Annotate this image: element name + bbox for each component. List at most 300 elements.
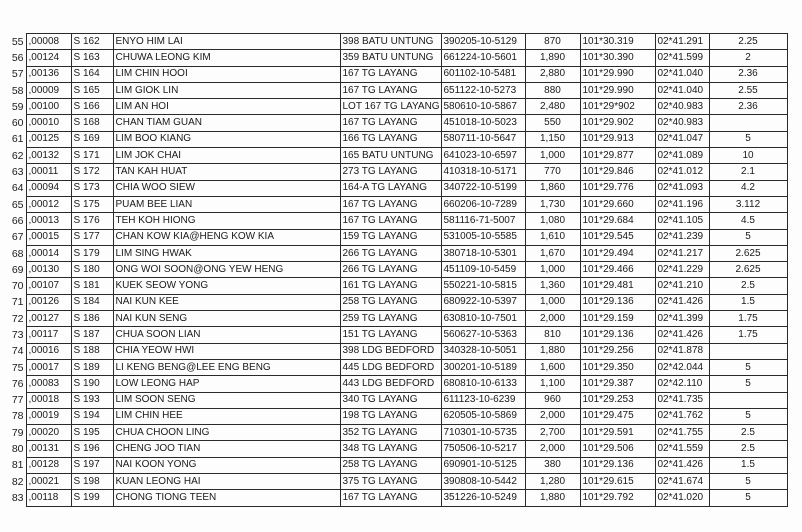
ic-number-cell: 680922-10-5397 [441,294,525,310]
value-cell: 3.112 [709,196,787,212]
name-cell: LIM AN HOI [113,99,340,115]
address-cell: 167 TG LAYANG [340,82,441,98]
value-cell: 5 [709,376,787,392]
address-cell: 167 TG LAYANG [340,66,441,82]
amount-cell: 1,280 [525,474,580,490]
row-number: 57 [11,68,24,81]
value-cell: 1.75 [709,327,787,343]
row-number: 79 [11,426,24,439]
row-number: 60 [11,117,24,130]
account-code-cell: ,00009 [26,82,71,98]
row-number: 82 [11,475,24,488]
address-cell: 159 TG LAYANG [340,229,441,245]
ic-number-cell: 300201-10-5189 [441,359,525,375]
ic-number-cell: 451018-10-5023 [441,115,525,131]
ic-number-cell: 641023-10-6597 [441,148,525,164]
account-code-cell: ,00083 [26,376,71,392]
s-number-cell: S 179 [71,245,113,261]
ic-number-cell: 340328-10-5051 [441,343,525,359]
latitude-cell: 02*41.093 [655,180,709,196]
ic-number-cell: 710301-10-5735 [441,425,525,441]
amount-cell: 1,860 [525,180,580,196]
amount-cell: 1,670 [525,245,580,261]
address-cell: 258 TG LAYANG [340,294,441,310]
ic-number-cell: 340722-10-5199 [441,180,525,196]
amount-cell: 380 [525,457,580,473]
value-cell: 1.5 [709,294,787,310]
latitude-cell: 02*40.983 [655,99,709,115]
s-number-cell: S 195 [71,425,113,441]
account-code-cell: ,00013 [26,213,71,229]
address-cell: 273 TG LAYANG [340,164,441,180]
latitude-cell: 02*41.762 [655,408,709,424]
ic-number-cell: 410318-10-5171 [441,164,525,180]
amount-cell: 2,000 [525,408,580,424]
table-row [8,343,787,359]
account-code-cell: ,00017 [26,359,71,375]
s-number-cell: S 190 [71,376,113,392]
ic-number-cell: 620505-10-5869 [441,408,525,424]
value-cell: 2.625 [709,262,787,278]
row-number: 63 [11,166,24,179]
longitude-cell: 101*29.475 [580,408,655,424]
value-cell [709,392,787,408]
latitude-cell: 02*41.012 [655,164,709,180]
value-cell: 5 [709,359,787,375]
table-row [8,164,787,180]
account-code-cell: ,00018 [26,392,71,408]
table-row [8,34,787,50]
account-code-cell: ,00100 [26,99,71,115]
address-cell: 398 LDG BEDFORD [340,343,441,359]
account-code-cell: ,00008 [26,34,71,50]
address-cell: 340 TG LAYANG [340,392,441,408]
ic-number-cell: 680810-10-6133 [441,376,525,392]
table-row [8,180,787,196]
amount-cell: 2,480 [525,99,580,115]
account-code-cell: ,00118 [26,490,71,506]
s-number-cell: S 164 [71,66,113,82]
ic-number-cell: 601102-10-5481 [441,66,525,82]
amount-cell: 1,360 [525,278,580,294]
account-code-cell: ,00136 [26,66,71,82]
name-cell: KUAN LEONG HAI [113,474,340,490]
longitude-cell: 101*29.253 [580,392,655,408]
latitude-cell: 02*41.399 [655,311,709,327]
longitude-cell: 101*29.990 [580,82,655,98]
name-cell: LIM JOK CHAI [113,148,340,164]
ic-number-cell: 581116-71-5007 [441,213,525,229]
table-row [8,311,787,327]
table-row [8,408,787,424]
address-cell: 161 TG LAYANG [340,278,441,294]
s-number-cell: S 188 [71,343,113,359]
value-cell: 2.25 [709,34,787,50]
name-cell: PUAM BEE LIAN [113,196,340,212]
latitude-cell: 02*41.878 [655,343,709,359]
amount-cell: 1,880 [525,343,580,359]
row-number: 62 [11,149,24,162]
name-cell: LOW LEONG HAP [113,376,340,392]
account-code-cell: ,00094 [26,180,71,196]
row-number: 68 [11,247,24,260]
ic-number-cell: 550221-10-5815 [441,278,525,294]
name-cell: CHUA SOON LIAN [113,327,340,343]
account-code-cell: ,00128 [26,457,71,473]
ic-number-cell: 630810-10-7501 [441,311,525,327]
s-number-cell: S 186 [71,311,113,327]
value-cell: 1.75 [709,311,787,327]
value-cell: 2 [709,50,787,66]
value-cell [709,115,787,131]
table-row [8,294,787,310]
address-cell: 167 TG LAYANG [340,196,441,212]
s-number-cell: S 180 [71,262,113,278]
latitude-cell: 02*42.110 [655,376,709,392]
latitude-cell: 02*41.089 [655,148,709,164]
amount-cell: 770 [525,164,580,180]
row-number: 66 [11,214,24,227]
address-cell: 167 TG LAYANG [340,490,441,506]
name-cell: CHENG JOO TIAN [113,441,340,457]
latitude-cell: 02*41.426 [655,327,709,343]
table-row [8,376,787,392]
amount-cell: 810 [525,327,580,343]
longitude-cell: 101*29.660 [580,196,655,212]
ic-number-cell: 750506-10-5217 [441,441,525,457]
latitude-cell: 02*41.426 [655,294,709,310]
value-cell: 2.5 [709,425,787,441]
address-cell: 266 TG LAYANG [340,245,441,261]
row-number: 61 [11,133,24,146]
account-code-cell: ,00127 [26,311,71,327]
row-number: 56 [11,51,24,64]
address-cell: 166 TG LAYANG [340,131,441,147]
name-cell: CHONG TIONG TEEN [113,490,340,506]
register-table [8,33,788,507]
value-cell: 2.5 [709,441,787,457]
row-number: 76 [11,377,24,390]
address-cell: 443 LDG BEDFORD [340,376,441,392]
table-row [8,115,787,131]
table-row [8,50,787,66]
latitude-cell: 02*41.755 [655,425,709,441]
value-cell: 4.5 [709,213,787,229]
amount-cell: 2,000 [525,441,580,457]
address-cell: 167 TG LAYANG [340,115,441,131]
name-cell: CHUA CHOON LING [113,425,340,441]
row-number: 64 [11,182,24,195]
longitude-cell: 101*30.390 [580,50,655,66]
address-cell: LOT 167 TG LAYANG [340,99,441,115]
s-number-cell: S 184 [71,294,113,310]
name-cell: LIM CHIN HOOI [113,66,340,82]
latitude-cell: 02*41.674 [655,474,709,490]
account-code-cell: ,00131 [26,441,71,457]
longitude-cell: 101*29.387 [580,376,655,392]
amount-cell: 1,000 [525,148,580,164]
account-code-cell: ,00130 [26,262,71,278]
latitude-cell: 02*41.559 [655,441,709,457]
address-cell: 198 TG LAYANG [340,408,441,424]
value-cell [709,343,787,359]
s-number-cell: S 173 [71,180,113,196]
row-number: 73 [11,328,24,341]
table-row [8,278,787,294]
account-code-cell: ,00010 [26,115,71,131]
latitude-cell: 02*41.040 [655,82,709,98]
s-number-cell: S 189 [71,359,113,375]
ic-number-cell: 380718-10-5301 [441,245,525,261]
name-cell: LIM BOO KIANG [113,131,340,147]
s-number-cell: S 198 [71,474,113,490]
account-code-cell: ,00020 [26,425,71,441]
amount-cell: 1,610 [525,229,580,245]
name-cell: NAI KOON YONG [113,457,340,473]
s-number-cell: S 162 [71,34,113,50]
name-cell: CHAN TIAM GUAN [113,115,340,131]
table-row [8,490,787,506]
account-code-cell: ,00126 [26,294,71,310]
name-cell: LI KENG BENG@LEE ENG BENG [113,359,340,375]
latitude-cell: 02*42.044 [655,359,709,375]
table-row [8,474,787,490]
name-cell: ONG WOI SOON@ONG YEW HENG [113,262,340,278]
name-cell: LIM GIOK LIN [113,82,340,98]
table-row [8,99,787,115]
name-cell: LIM SOON SENG [113,392,340,408]
address-cell: 165 BATU UNTUNG [340,148,441,164]
table-row [8,262,787,278]
longitude-cell: 101*29.591 [580,425,655,441]
longitude-cell: 101*29*902 [580,99,655,115]
register-rows [8,34,787,507]
longitude-cell: 101*29.256 [580,343,655,359]
latitude-cell: 02*41.217 [655,245,709,261]
table-row [8,82,787,98]
latitude-cell: 02*41.599 [655,50,709,66]
s-number-cell: S 197 [71,457,113,473]
ic-number-cell: 531005-10-5585 [441,229,525,245]
ic-number-cell: 651122-10-5273 [441,82,525,98]
s-number-cell: S 171 [71,148,113,164]
account-code-cell: ,00015 [26,229,71,245]
row-number: 77 [11,394,24,407]
longitude-cell: 101*29.684 [580,213,655,229]
ic-number-cell: 660206-10-7289 [441,196,525,212]
latitude-cell: 02*41.291 [655,34,709,50]
address-cell: 352 TG LAYANG [340,425,441,441]
row-number: 83 [11,491,24,504]
value-cell: 2.36 [709,99,787,115]
amount-cell: 550 [525,115,580,131]
s-number-cell: S 187 [71,327,113,343]
s-number-cell: S 177 [71,229,113,245]
table-row [8,457,787,473]
longitude-cell: 101*29.159 [580,311,655,327]
value-cell: 5 [709,490,787,506]
amount-cell: 1,880 [525,490,580,506]
amount-cell: 1,000 [525,294,580,310]
amount-cell: 2,000 [525,311,580,327]
name-cell: CHUWA LEONG KIM [113,50,340,66]
name-cell: TEH KOH HIONG [113,213,340,229]
amount-cell: 1,100 [525,376,580,392]
address-cell: 167 TG LAYANG [340,213,441,229]
table-row [8,441,787,457]
row-number: 78 [11,410,24,423]
account-code-cell: ,00107 [26,278,71,294]
latitude-cell: 02*41.229 [655,262,709,278]
amount-cell: 870 [525,34,580,50]
name-cell: LIM CHIN HEE [113,408,340,424]
longitude-cell: 101*29.776 [580,180,655,196]
longitude-cell: 101*29.506 [580,441,655,457]
s-number-cell: S 181 [71,278,113,294]
account-code-cell: ,00132 [26,148,71,164]
latitude-cell: 02*41.196 [655,196,709,212]
s-number-cell: S 163 [71,50,113,66]
amount-cell: 960 [525,392,580,408]
amount-cell: 1,890 [525,50,580,66]
name-cell: LIM SING HWAK [113,245,340,261]
address-cell: 375 TG LAYANG [340,474,441,490]
name-cell: TAN KAH HUAT [113,164,340,180]
row-number: 55 [11,35,24,48]
ic-number-cell: 580610-10-5867 [441,99,525,115]
s-number-cell: S 194 [71,408,113,424]
s-number-cell: S 169 [71,131,113,147]
amount-cell: 1,730 [525,196,580,212]
value-cell: 5 [709,229,787,245]
table-row [8,148,787,164]
name-cell: CHIA YEOW HWI [113,343,340,359]
account-code-cell: ,00124 [26,50,71,66]
name-cell: CHIA WOO SIEW [113,180,340,196]
latitude-cell: 02*41.735 [655,392,709,408]
latitude-cell: 02*41.105 [655,213,709,229]
s-number-cell: S 165 [71,82,113,98]
table-row [8,229,787,245]
address-cell: 258 TG LAYANG [340,457,441,473]
longitude-cell: 101*29.545 [580,229,655,245]
row-number: 74 [11,345,24,358]
amount-cell: 880 [525,82,580,98]
latitude-cell: 02*40.983 [655,115,709,131]
row-number: 70 [11,280,24,293]
account-code-cell: ,00016 [26,343,71,359]
longitude-cell: 101*29.615 [580,474,655,490]
amount-cell: 2,700 [525,425,580,441]
longitude-cell: 101*29.913 [580,131,655,147]
longitude-cell: 101*29.136 [580,294,655,310]
value-cell: 5 [709,131,787,147]
value-cell: 2.1 [709,164,787,180]
ic-number-cell: 611123-10-6239 [441,392,525,408]
table-row [8,196,787,212]
table-row [8,66,787,82]
longitude-cell: 101*29.466 [580,262,655,278]
s-number-cell: S 172 [71,164,113,180]
row-number: 80 [11,443,24,456]
s-number-cell: S 168 [71,115,113,131]
name-cell: KUEK SEOW YONG [113,278,340,294]
row-number: 58 [11,84,24,97]
longitude-cell: 101*29.494 [580,245,655,261]
s-number-cell: S 176 [71,213,113,229]
account-code-cell: ,00011 [26,164,71,180]
amount-cell: 2,880 [525,66,580,82]
value-cell: 2.625 [709,245,787,261]
longitude-cell: 101*30.319 [580,34,655,50]
longitude-cell: 101*29.792 [580,490,655,506]
table-row [8,392,787,408]
latitude-cell: 02*41.047 [655,131,709,147]
latitude-cell: 02*41.239 [655,229,709,245]
latitude-cell: 02*41.040 [655,66,709,82]
ic-number-cell: 580711-10-5647 [441,131,525,147]
latitude-cell: 02*41.020 [655,490,709,506]
address-cell: 151 TG LAYANG [340,327,441,343]
value-cell: 5 [709,408,787,424]
longitude-cell: 101*29.902 [580,115,655,131]
value-cell: 5 [709,474,787,490]
address-cell: 398 BATU UNTUNG [340,34,441,50]
address-cell: 259 TG LAYANG [340,311,441,327]
address-cell: 348 TG LAYANG [340,441,441,457]
value-cell: 2.55 [709,82,787,98]
table-row [8,213,787,229]
table-row [8,245,787,261]
account-code-cell: ,00117 [26,327,71,343]
table-row [8,131,787,147]
amount-cell: 1,600 [525,359,580,375]
value-cell: 2.36 [709,66,787,82]
longitude-cell: 101*29.350 [580,359,655,375]
value-cell: 10 [709,148,787,164]
s-number-cell: S 175 [71,196,113,212]
name-cell: CHAN KOW KIA@HENG KOW KIA [113,229,340,245]
account-code-cell: ,00125 [26,131,71,147]
s-number-cell: S 193 [71,392,113,408]
address-cell: 266 TG LAYANG [340,262,441,278]
ic-number-cell: 390205-10-5129 [441,34,525,50]
account-code-cell: ,00021 [26,474,71,490]
longitude-cell: 101*29.846 [580,164,655,180]
account-code-cell: ,00014 [26,245,71,261]
amount-cell: 1,000 [525,262,580,278]
s-number-cell: S 166 [71,99,113,115]
amount-cell: 1,080 [525,213,580,229]
value-cell: 1.5 [709,457,787,473]
latitude-cell: 02*41.426 [655,457,709,473]
name-cell: NAI KUN KEE [113,294,340,310]
row-number: 69 [11,263,24,276]
row-number: 65 [11,198,24,211]
account-code-cell: ,00012 [26,196,71,212]
name-cell: ENYO HIM LAI [113,34,340,50]
name-cell: NAI KUN SENG [113,311,340,327]
s-number-cell: S 199 [71,490,113,506]
ic-number-cell: 351226-10-5249 [441,490,525,506]
table-row [8,327,787,343]
ic-number-cell: 390808-10-5442 [441,474,525,490]
ic-number-cell: 451109-10-5459 [441,262,525,278]
row-number: 59 [11,100,24,113]
longitude-cell: 101*29.877 [580,148,655,164]
longitude-cell: 101*29.136 [580,457,655,473]
address-cell: 164-A TG LAYANG [340,180,441,196]
